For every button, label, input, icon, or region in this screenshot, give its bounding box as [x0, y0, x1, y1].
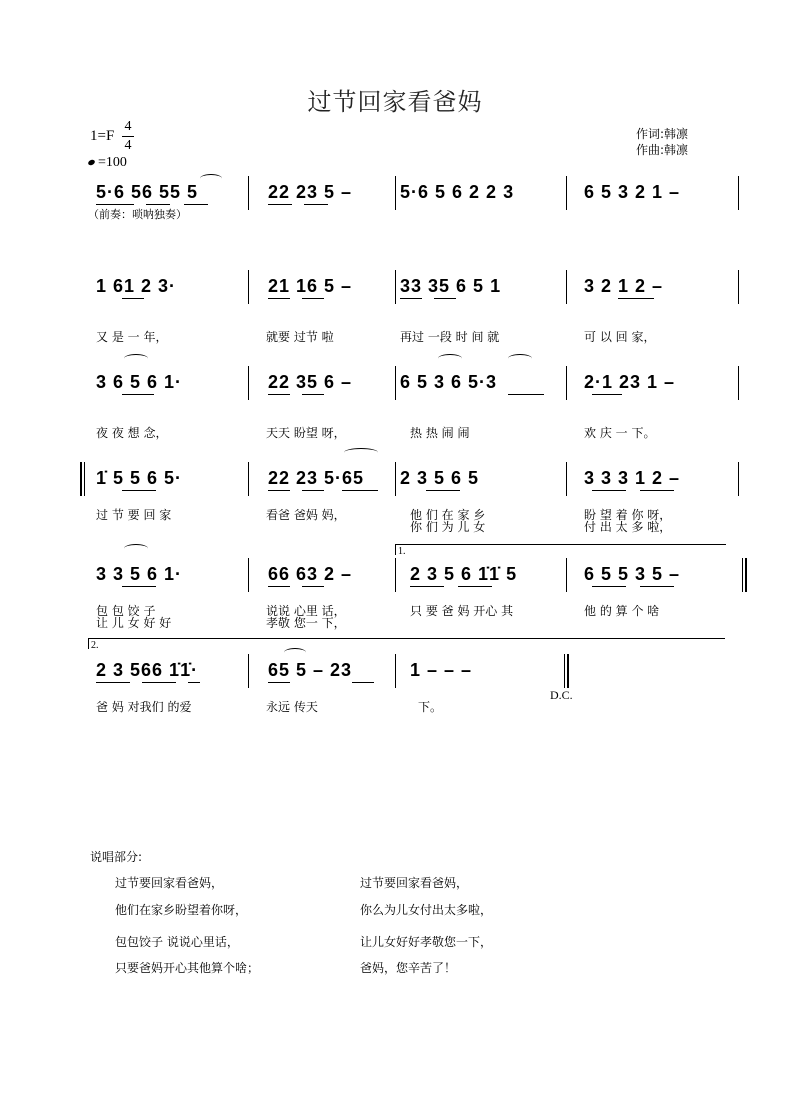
beam: [352, 682, 374, 683]
volta-label: 1.: [398, 546, 406, 557]
beam: [640, 586, 674, 587]
composer: 作曲:韩凛: [636, 143, 689, 157]
beam: [184, 204, 208, 205]
lyric-line: 天天 盼望 呀，: [266, 426, 346, 440]
rap-section-title: 说唱部分:: [90, 850, 143, 864]
song-title: 过节回家看爸妈: [307, 88, 483, 116]
measure: 5·6 56 55 5: [96, 182, 199, 202]
quarter-note-icon: [87, 159, 95, 166]
barline: [395, 558, 396, 592]
repeat-end-barline: [742, 558, 743, 592]
barline: [738, 270, 739, 304]
beam: [302, 586, 324, 587]
lyric-line: 下。: [418, 700, 443, 714]
slur: [344, 448, 378, 457]
slur: [124, 354, 148, 363]
lyric-line: 热 热 闹 闹: [410, 426, 470, 440]
time-signature: [122, 118, 134, 155]
lyric-line: 又 是 一 年，: [96, 330, 168, 344]
rap-line-left: 只要爸妈开心其他算个啥；: [115, 961, 260, 975]
time-signature-bottom: 4: [124, 138, 132, 153]
lyric-line: 欢 庆 一 下。: [584, 426, 656, 440]
lyric-line: 可 以 回 家，: [584, 330, 656, 344]
slur: [438, 354, 462, 363]
beam: [268, 682, 290, 683]
measure: 2 3 566 1̇1̇·: [96, 660, 199, 680]
measure: 6 5 5 3 5 –: [584, 564, 681, 584]
measure: 3 3 3 1 2 –: [584, 468, 681, 488]
beam: [122, 298, 144, 299]
measure: 5·6 5 6 2 2 3: [400, 182, 515, 202]
measure: 33 35 6 5 1: [400, 276, 502, 296]
lyric-line: 过 节 要 回 家: [96, 508, 172, 522]
barline: [248, 366, 249, 400]
beam: [592, 586, 626, 587]
barline: [566, 462, 567, 496]
measure: 3 3 5 6 1·: [96, 564, 183, 584]
measure: 2 3 5 6 5: [400, 468, 480, 488]
repeat-start-barline: [80, 462, 82, 496]
barline: [395, 176, 396, 210]
slur: [200, 174, 222, 183]
tempo-marking: [88, 155, 127, 171]
measure: 66 63 2 –: [268, 564, 353, 584]
repeat-start-barline: [84, 462, 85, 496]
measure: 6 5 3 6 5·3: [400, 372, 498, 392]
slur: [124, 544, 148, 553]
barline: [566, 270, 567, 304]
measure: 21 16 5 –: [268, 276, 353, 296]
barline: [248, 270, 249, 304]
second-ending-bracket: [88, 638, 725, 649]
slur: [508, 354, 532, 363]
lyric-line: 他 们 在 家 乡: [410, 508, 486, 522]
system-3: [88, 366, 740, 440]
barline: [248, 558, 249, 592]
lyric-line-2: 孝敬 您一 下，: [266, 616, 346, 630]
credits: [636, 126, 688, 158]
lyric-line: 盼 望 着 你 呀，: [584, 508, 672, 522]
measure: 2·1 23 1 –: [584, 372, 676, 392]
lyric-line: 包 包 饺 子: [96, 604, 156, 618]
beam: [268, 298, 290, 299]
key-signature: 1=F: [90, 128, 115, 144]
system-6: [88, 640, 740, 714]
lyric-line: 说说 心里 话，: [266, 604, 346, 618]
barline: [248, 176, 249, 210]
beam: [426, 490, 460, 491]
rap-line-left: 包包饺子 说说心里话，: [115, 935, 239, 949]
beam: [304, 204, 328, 205]
rap-line-right: 爸妈，您辛苦了！: [360, 961, 457, 975]
beam: [508, 394, 544, 395]
beam: [302, 490, 324, 491]
measure: 22 23 5·65: [268, 468, 365, 488]
lyric-line: 他 的 算 个 啥: [584, 604, 660, 618]
measure: 6 5 3 2 1 –: [584, 182, 681, 202]
barline: [395, 270, 396, 304]
system-2: [88, 270, 740, 344]
measure: 3 6 5 6 1·: [96, 372, 183, 392]
barline: [395, 366, 396, 400]
final-barline: [567, 654, 569, 688]
measure: 65 5 – 23: [268, 660, 353, 680]
slur: [284, 648, 306, 657]
lyric-line-2: 让 儿 女 好 好: [96, 616, 172, 630]
beam: [268, 586, 290, 587]
system-4: [88, 462, 740, 534]
measure: 2 3 5 6 1̇1̇ 5: [410, 564, 518, 584]
volta-label: 2.: [91, 640, 99, 651]
first-ending-bracket: [395, 544, 726, 555]
lyric-line-2: 付 出 太 多 啦，: [584, 520, 672, 534]
beam: [302, 394, 324, 395]
beam: [302, 298, 324, 299]
lyricist: 作词:韩凛: [636, 127, 689, 141]
time-signature-top: 4: [124, 119, 132, 134]
barline: [395, 654, 396, 688]
intro-label: （前奏：唢呐独奏）: [88, 208, 187, 221]
beam: [342, 490, 378, 491]
lyric-line: 爸 妈 对我们 的爱: [96, 700, 192, 714]
barline: [566, 558, 567, 592]
rap-line-left: 他们在家乡盼望着你呀，: [115, 903, 248, 917]
beam: [122, 586, 156, 587]
system-5: [88, 546, 740, 630]
barline: [738, 366, 739, 400]
da-capo-mark: D.C.: [550, 688, 573, 702]
measure: 22 35 6 –: [268, 372, 353, 392]
barline: [738, 176, 739, 210]
barline: [566, 366, 567, 400]
beam: [434, 298, 456, 299]
final-barline: [564, 654, 565, 688]
beam: [268, 394, 290, 395]
beam: [618, 298, 654, 299]
beam: [122, 394, 154, 395]
lyric-line: 只 要 爸 妈 开心 其: [410, 604, 514, 618]
barline: [248, 462, 249, 496]
beam: [122, 490, 156, 491]
barline: [738, 462, 739, 496]
measure: 22 23 5 –: [268, 182, 353, 202]
time-signature-divider: [122, 136, 134, 137]
beam: [592, 490, 626, 491]
beam: [96, 204, 134, 205]
tempo-value: =100: [98, 155, 127, 170]
rap-line-right: 过节要回家看爸妈，: [360, 876, 469, 890]
rap-line-right: 你么为儿女付出太多啦，: [360, 903, 493, 917]
beam: [268, 204, 292, 205]
barline: [248, 654, 249, 688]
repeat-end-barline: [745, 558, 747, 592]
lyric-line-2: 你 们 为 儿 女: [410, 520, 486, 534]
beam: [268, 490, 290, 491]
measure: 1 61 2 3·: [96, 276, 177, 296]
barline: [566, 176, 567, 210]
rap-line-right: 让儿女好好孝敬您一下，: [360, 935, 493, 949]
beam: [188, 682, 200, 683]
rap-line-left: 过节要回家看爸妈，: [115, 876, 224, 890]
measure: 1 – – –: [410, 660, 473, 680]
barline: [395, 462, 396, 496]
beam: [458, 586, 492, 587]
beam: [400, 298, 422, 299]
lyric-line: 看爸 爸妈 妈，: [266, 508, 346, 522]
measure: 1̇ 5 5 6 5·: [96, 468, 183, 488]
measure: 3 2 1 2 –: [584, 276, 664, 296]
beam: [410, 586, 444, 587]
lyric-line: 再过 一段 时 间 就: [400, 330, 500, 344]
beam: [142, 682, 176, 683]
lyric-line: 夜 夜 想 念，: [96, 426, 168, 440]
lyric-line: 永远 传天: [266, 700, 318, 714]
beam: [146, 204, 170, 205]
beam: [96, 682, 130, 683]
system-1: [88, 176, 740, 221]
lyric-line: 就要 过节 啦: [266, 330, 334, 344]
beam: [640, 490, 674, 491]
beam: [592, 394, 622, 395]
